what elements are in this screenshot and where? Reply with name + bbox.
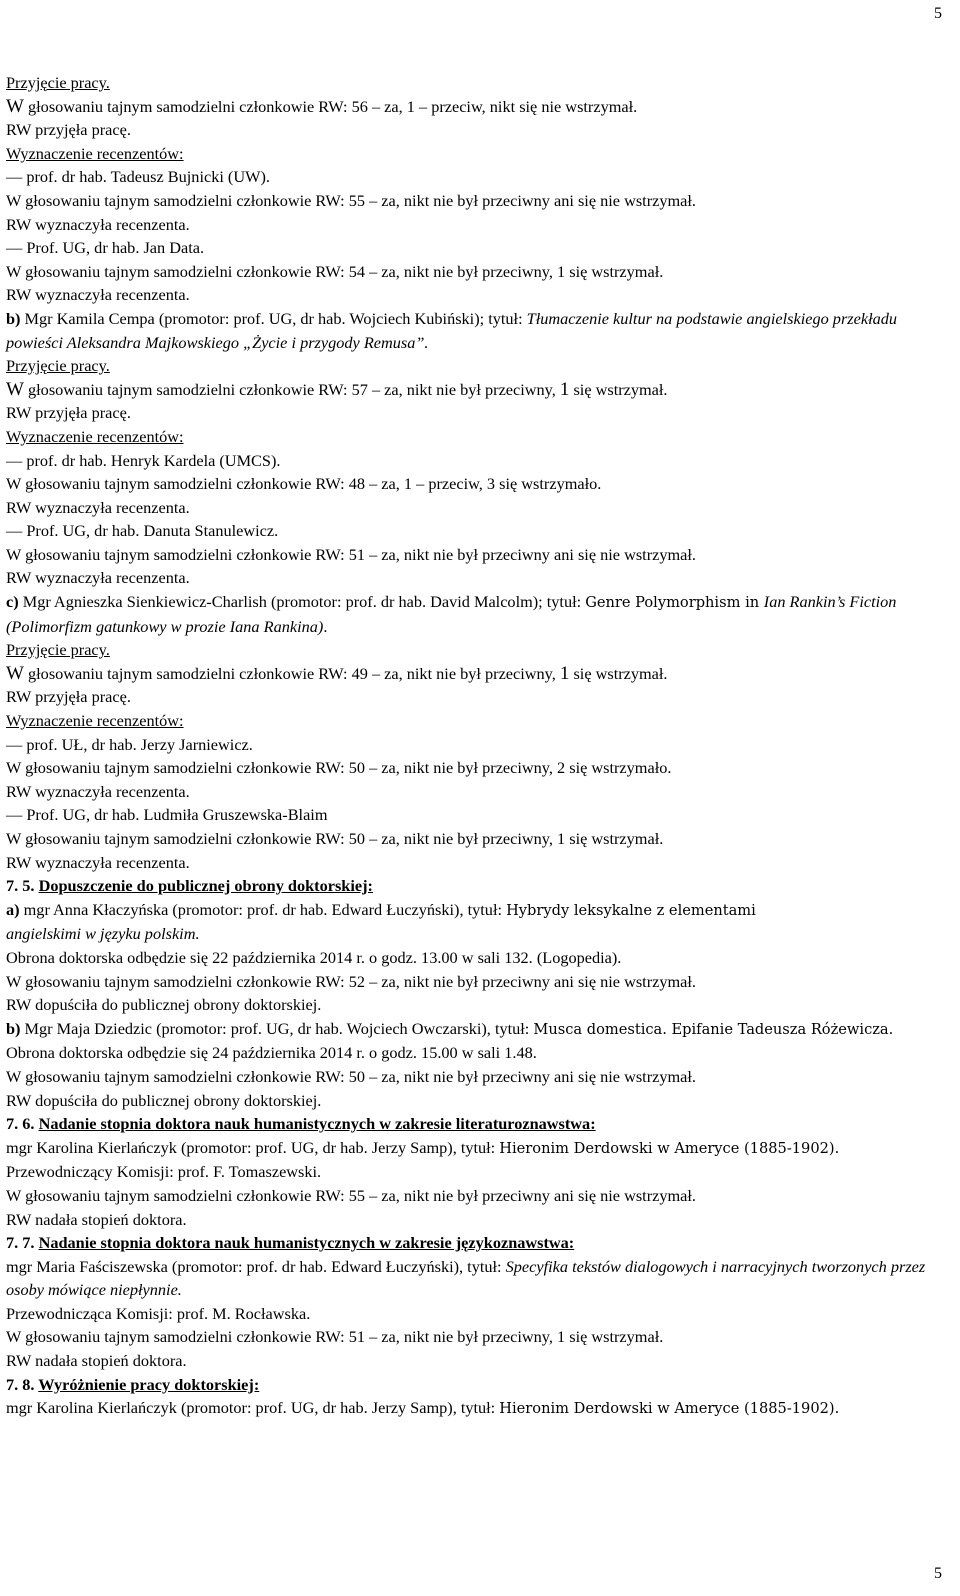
- vote-line: W głosowaniu tajnym samodzielni członkowie RW: 49 – za, nikt nie był przeciwny, 1 się wstrzymał.: [6, 662, 668, 684]
- agenda-heading: 7. 5. Dopuszczenie do publicznej obrony doktorskiej:: [6, 876, 373, 896]
- degree-entry: mgr Maria Faściszewska (promotor: prof. dr hab. Edward Łuczyński), tytuł: Specyfika tekstów dialogowych i narracyjnych tworzonych przez osoby mówiące niepłynnie.: [6, 1256, 926, 1300]
- vote-line: W głosowaniu tajnym samodzielni członkowie RW: 50 – za, nikt nie był przeciwny ani się nie wstrzymał.: [6, 1066, 696, 1086]
- decision-line: RW wyznaczyła recenzenta.: [6, 214, 190, 234]
- decision-line: RW wyznaczyła recenzenta.: [6, 568, 190, 588]
- defense-entry-title: angielskimi w języku polskim.: [6, 924, 200, 944]
- committee-chair: Przewodniczący Komisji: prof. F. Tomaszewski.: [6, 1162, 322, 1182]
- vote-line: W głosowaniu tajnym samodzielni członkowie RW: 55 – za, nikt nie był przeciwny ani się nie wstrzymał.: [6, 1185, 696, 1205]
- defense-schedule: Obrona doktorska odbędzie się 22 października 2014 r. o godz. 13.00 w sali 132. (Logopedia).: [6, 947, 622, 967]
- decision-line: RW wyznaczyła recenzenta.: [6, 497, 190, 517]
- vote-line: W głosowaniu tajnym samodzielni członkowie RW: 50 – za, nikt nie był przeciwny, 2 się wstrzymało.: [6, 758, 672, 778]
- decision-line: RW przyjęła pracę.: [6, 120, 131, 140]
- degree-entry: mgr Karolina Kierlańczyk (promotor: prof. UG, dr hab. Jerzy Samp), tytuł: Hieronim Derdowski w Ameryce (1885-1902).: [6, 1137, 840, 1157]
- agenda-heading: 7. 7. Nadanie stopnia doktora nauk humanistycznych w zakresie językoznawstwa:: [6, 1233, 575, 1253]
- decision-line: RW wyznaczyła recenzenta.: [6, 285, 190, 305]
- vote-line: W głosowaniu tajnym samodzielni członkowie RW: 51 – za, nikt nie był przeciwny, 1 się wstrzymał.: [6, 1327, 664, 1347]
- thesis-entry: b) Mgr Kamila Cempa (promotor: prof. UG, dr hab. Wojciech Kubiński); tytuł: Tłumaczenie kultur na podstawie angielskiego przekładu powieści Aleksandra Majkowskiego „Życie i przygody Remusa”.: [6, 308, 898, 352]
- vote-line: W głosowaniu tajnym samodzielni członkowie RW: 55 – za, nikt nie był przeciwny ani się nie wstrzymał.: [6, 190, 696, 210]
- decision-line: RW wyznaczyła recenzenta.: [6, 852, 190, 872]
- decision-line: RW dopuściła do publicznej obrony doktorskiej.: [6, 1090, 322, 1110]
- section-heading: Wyznaczenie recenzentów:: [6, 143, 184, 163]
- agenda-heading: 7. 8. Wyróżnienie pracy doktorskiej:: [6, 1374, 260, 1394]
- vote-line: W głosowaniu tajnym samodzielni członkowie RW: 51 – za, nikt nie był przeciwny ani się nie wstrzymał.: [6, 544, 696, 564]
- section-heading: Przyjęcie pracy.: [6, 640, 110, 660]
- vote-line: W głosowaniu tajnym samodzielni członkowie RW: 57 – za, nikt nie był przeciwny, 1 się wstrzymał.: [6, 378, 668, 400]
- reviewer-line: — prof. dr hab. Tadeusz Bujnicki (UW).: [6, 167, 270, 187]
- decision-line: RW dopuściła do publicznej obrony doktorskiej.: [6, 995, 322, 1015]
- vote-line: W głosowaniu tajnym samodzielni członkowie RW: 50 – za, nikt nie był przeciwny, 1 się wstrzymał.: [6, 829, 664, 848]
- vote-line: W głosowaniu tajnym samodzielni członkowie RW: 54 – za, nikt nie był przeciwny, 1 się wstrzymał.: [6, 261, 664, 281]
- reviewer-line: — prof. UŁ, dr hab. Jerzy Jarniewicz.: [6, 734, 253, 754]
- page-number-top: 5: [934, 5, 942, 22]
- page-number-bottom: 5: [934, 1565, 942, 1582]
- reviewer-line: — Prof. UG, dr hab. Ludmiła Gruszewska-Blaim: [6, 805, 328, 825]
- committee-chair: Przewodnicząca Komisji: prof. M. Rocławska.: [6, 1303, 311, 1323]
- vote-line: W głosowaniu tajnym samodzielni członkowie RW: 52 – za, nikt nie był przeciwny ani się nie wstrzymał.: [6, 971, 696, 991]
- decision-line: RW nadała stopień doktora.: [6, 1351, 187, 1371]
- section-heading: Przyjęcie pracy.: [6, 356, 110, 376]
- decision-line: RW nadała stopień doktora.: [6, 1209, 187, 1229]
- reviewer-line: — prof. dr hab. Henryk Kardela (UMCS).: [6, 450, 281, 470]
- defense-schedule: Obrona doktorska odbędzie się 24 października 2014 r. o godz. 15.00 w sali 1.48.: [6, 1043, 537, 1063]
- document-body: [6, 71, 954, 1421]
- section-heading: Przyjęcie pracy.: [6, 73, 110, 92]
- thesis-entry: c) Mgr Agnieszka Sienkiewicz-Charlish (promotor: prof. dr hab. David Malcolm); tytuł: Genre Polymorphism in Ian Rankin’s Fiction (Polimorfizm gatunkowy w prozie Iana Rankina).: [6, 592, 897, 636]
- defense-entry: a) mgr Anna Kłaczyńska (promotor: prof. dr hab. Edward Łuczyński), tytuł: Hybrydy leksykalne z elementami: [6, 899, 756, 919]
- section-heading: Wyznaczenie recenzentów:: [6, 711, 184, 731]
- distinction-entry: mgr Karolina Kierlańczyk (promotor: prof. UG, dr hab. Jerzy Samp), tytuł: Hieronim Derdowski w Ameryce (1885-1902).: [6, 1398, 840, 1418]
- section-heading: Wyznaczenie recenzentów:: [6, 426, 184, 446]
- defense-entry: b) Mgr Maja Dziedzic (promotor: prof. UG, dr hab. Wojciech Owczarski), tytuł: Musca domestica. Epifanie Tadeusza Różewicza.: [6, 1018, 894, 1038]
- vote-line: W głosowaniu tajnym samodzielni członkowie RW: 48 – za, 1 – przeciw, 3 się wstrzymało.: [6, 474, 602, 494]
- decision-line: RW przyjęła pracę.: [6, 403, 131, 423]
- agenda-heading: 7. 6. Nadanie stopnia doktora nauk humanistycznych w zakresie literaturoznawstwa:: [6, 1114, 596, 1134]
- vote-line: W głosowaniu tajnym samodzielni członkowie RW: 56 – za, 1 – przeciw, nikt się nie wstrzymał.: [6, 95, 638, 117]
- decision-line: RW wyznaczyła recenzenta.: [6, 781, 190, 801]
- reviewer-line: — Prof. UG, dr hab. Danuta Stanulewicz.: [6, 521, 279, 541]
- decision-line: RW przyjęła pracę.: [6, 687, 131, 707]
- reviewer-line: — Prof. UG, dr hab. Jan Data.: [6, 238, 205, 258]
